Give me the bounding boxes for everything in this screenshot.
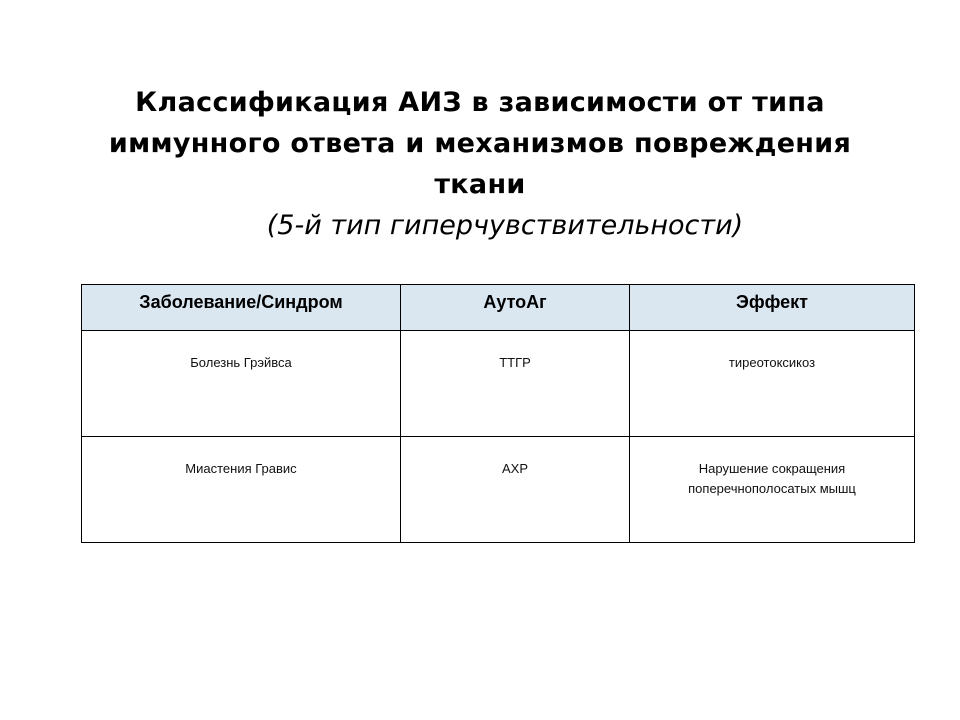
title-line-3: ткани: [434, 169, 526, 200]
cell-effect: Нарушение сокращения поперечнополосатых мышц: [630, 437, 915, 543]
header-autoag: АутоАг: [401, 285, 630, 331]
cell-disease: Болезнь Грэйвса: [82, 331, 401, 437]
table-header-row: [82, 285, 915, 331]
cell-autoag: АХР: [401, 437, 630, 543]
slide-subtitle: (5-й тип гиперчувствительности): [266, 210, 744, 241]
header-effect: Эффект: [630, 285, 915, 331]
title-line-1: Классификация АИЗ в зависимости от типа: [135, 87, 825, 118]
title-line-2: иммунного ответа и механизмов повреждения: [108, 128, 852, 159]
cell-disease: Миастения Гравис: [82, 437, 401, 543]
classification-table: [81, 284, 915, 543]
cell-effect: тиреотоксикоз: [630, 331, 915, 437]
header-disease: Заболевание/Синдром: [82, 285, 401, 331]
table-row: [82, 331, 915, 437]
table-row: [82, 437, 915, 543]
cell-autoag: ТТГР: [401, 331, 630, 437]
slide-title: [80, 82, 880, 246]
